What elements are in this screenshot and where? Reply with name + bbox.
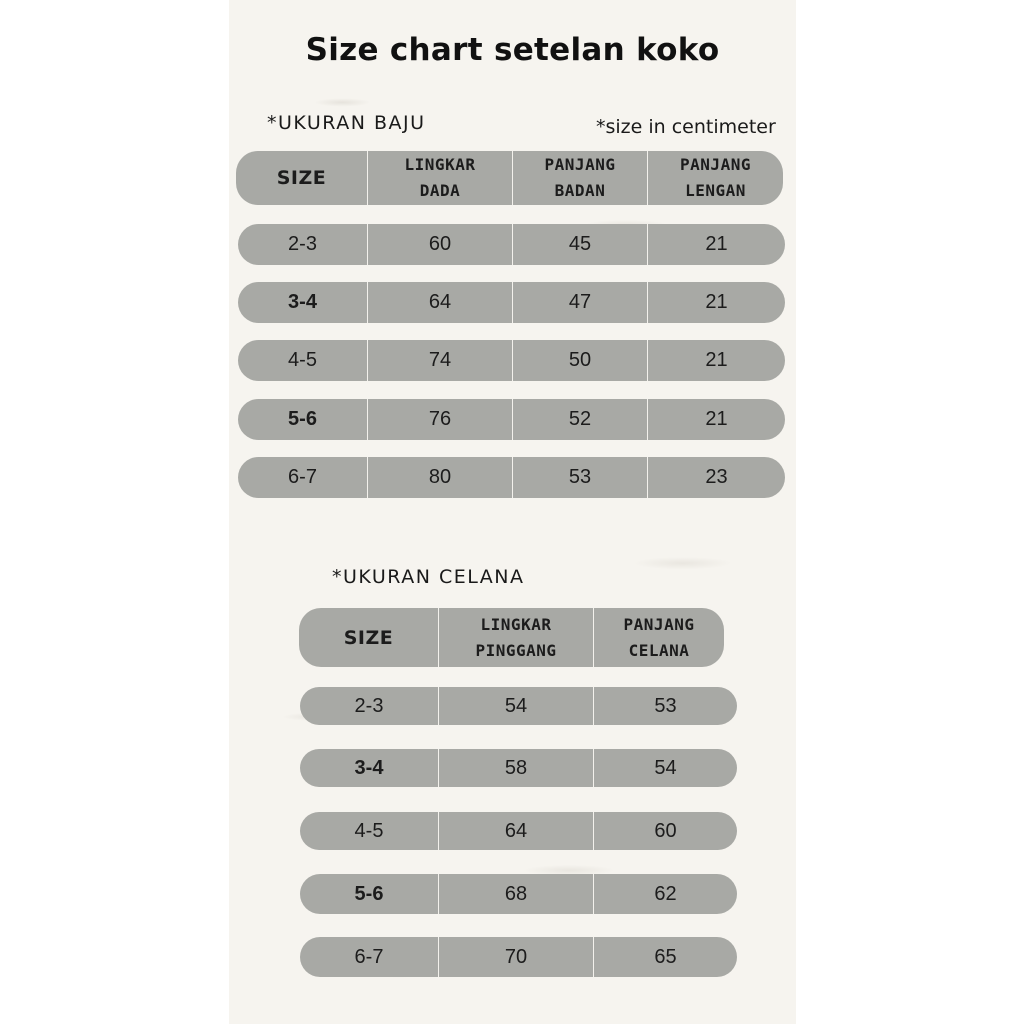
shirt-cell-sleeve-length: 21	[647, 224, 785, 265]
pants-header-size: SIZE	[343, 626, 394, 649]
shirt-cell-size: 6-7	[288, 466, 317, 488]
shirt-header-sleeve-length: PANJANG LENGAN	[647, 151, 783, 205]
pants-cell-waist: 64	[438, 812, 593, 850]
shirt-header-chest: LINGKAR DADA	[367, 151, 512, 205]
shirt-cell-sleeve-length: 23	[647, 457, 785, 498]
pants-cell-waist: 54	[438, 687, 593, 725]
pants-cell-size: 5-6	[354, 882, 384, 905]
shirt-row	[238, 399, 785, 440]
shirt-row	[238, 282, 785, 323]
shirt-cell-size: 5-6	[288, 408, 317, 430]
shirt-cell-size: 2-3	[288, 233, 317, 255]
shirt-cell-chest: 74	[367, 340, 512, 381]
pants-header-row	[299, 608, 724, 667]
shirt-cell-chest: 60	[367, 224, 512, 265]
pants-row	[300, 874, 737, 914]
shirt-cell-size: 4-5	[288, 349, 317, 371]
shirt-cell-body-length: 47	[512, 282, 647, 323]
pants-cell-size: 4-5	[354, 819, 384, 842]
pants-header-waist: LINGKAR PINGGANG	[438, 608, 593, 667]
shirt-cell-body-length: 45	[512, 224, 647, 265]
shirt-cell-chest: 64	[367, 282, 512, 323]
shirt-header-body-length: PANJANG BADAN	[512, 151, 647, 205]
pants-cell-pants-length: 62	[593, 874, 737, 914]
shirt-cell-chest: 80	[367, 457, 512, 498]
pants-row	[300, 749, 737, 787]
pants-section-label: *UKURAN CELANA	[332, 566, 525, 588]
shirt-row	[238, 340, 785, 381]
shirt-cell-sleeve-length: 21	[647, 340, 785, 381]
pants-cell-pants-length: 53	[593, 687, 737, 725]
shirt-cell-sleeve-length: 21	[647, 282, 785, 323]
pants-header-pants-length: PANJANG CELANA	[593, 608, 724, 667]
page-title: Size chart setelan koko	[305, 32, 720, 68]
pants-cell-pants-length: 54	[593, 749, 737, 787]
pants-row	[300, 937, 737, 977]
unit-note: *size in centimeter	[596, 116, 776, 138]
shirt-cell-body-length: 52	[512, 399, 647, 440]
shirt-cell-size: 3-4	[288, 291, 317, 313]
pants-cell-pants-length: 65	[593, 937, 737, 977]
shirt-row	[238, 457, 785, 498]
pants-row	[300, 812, 737, 850]
pants-cell-size: 3-4	[354, 756, 384, 779]
pants-cell-pants-length: 60	[593, 812, 737, 850]
shirt-section-label: *UKURAN BAJU	[267, 112, 426, 134]
shirt-row	[238, 224, 785, 265]
pants-row	[300, 687, 737, 725]
shirt-cell-body-length: 53	[512, 457, 647, 498]
shirt-cell-body-length: 50	[512, 340, 647, 381]
pants-cell-waist: 70	[438, 937, 593, 977]
pants-cell-size: 2-3	[354, 694, 384, 717]
shirt-header-size: SIZE	[276, 167, 327, 189]
shirt-cell-chest: 76	[367, 399, 512, 440]
pants-cell-size: 6-7	[354, 945, 384, 968]
pants-cell-waist: 68	[438, 874, 593, 914]
shirt-cell-sleeve-length: 21	[647, 399, 785, 440]
pants-cell-waist: 58	[438, 749, 593, 787]
shirt-header-row	[236, 151, 783, 205]
